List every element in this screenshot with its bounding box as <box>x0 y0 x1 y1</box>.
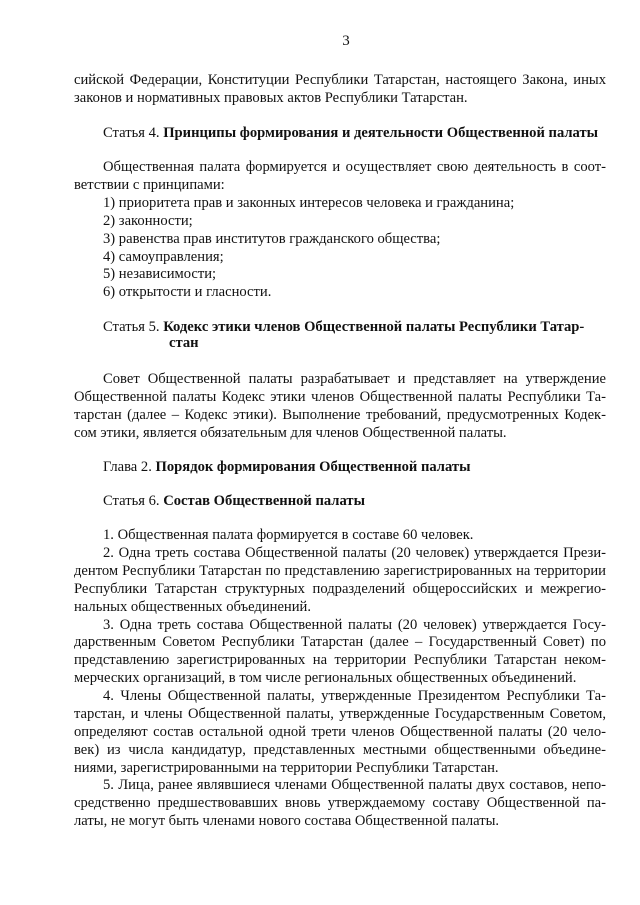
text-line: дентом Республики Татарстан по представлению зарегистрированных на территории <box>74 563 606 579</box>
text-line: латы, не могут быть членами нового состава Общественной палаты. <box>74 813 500 829</box>
article-6-heading: Статья 6. Состав Общественной палаты <box>103 493 365 509</box>
text-line: сийской Федерации, Конституции Республики Татарстан, настоящего Закона, иных <box>74 72 606 88</box>
list-item: 6) открытости и гласности. <box>103 284 272 300</box>
text-line: дарственным Советом Республики Татарстан (далее – Государственный Совет) по <box>74 634 606 650</box>
article-5-heading: Статья 5. Кодекс этики членов Общественной палаты Республики Татар- <box>103 319 585 335</box>
text-line: представлению зарегистрированных на территории Республики Татарстан неком- <box>74 652 606 668</box>
text-line: мерческих организаций, в том числе региональных общественных объединений. <box>74 670 577 686</box>
text-line: век) из числа кандидатур, представленных местными общественными объедине- <box>74 742 606 758</box>
list-item: 3) равенства прав институтов гражданского общества; <box>103 231 441 247</box>
text-line: 5. Лица, ранее являвшиеся членами Общественной палаты двух составов, непо- <box>103 777 606 793</box>
text-line: Общественной палаты Кодекс этики членов Общественной палаты Республики Та- <box>74 389 606 405</box>
text-line: Республики Татарстан структурных подразделений общероссийских и межрегио- <box>74 581 606 597</box>
text-line: сом этики, является обязательным для членов Общественной палаты. <box>74 425 507 441</box>
chapter-2-heading: Глава 2. Порядок формирования Общественной палаты <box>103 459 471 475</box>
text-line: ветствии с принципами: <box>74 177 225 193</box>
text-line: тарстан, и члены Общественной палаты, утвержденные Государственным Советом, <box>74 706 606 722</box>
list-item: 4) самоуправления; <box>103 249 224 265</box>
text-line: нальных общественных объединений. <box>74 599 312 615</box>
page-number: 3 <box>342 33 350 49</box>
text-line: Совет Общественной палаты разрабатывает и представляет на утверждение <box>103 371 606 387</box>
list-item: 2) законности; <box>103 213 193 229</box>
text-line: 3. Одна треть состава Общественной палаты (20 человек) утверждается Госу- <box>103 617 606 633</box>
text-line: определяют состав остальной одной трети членов Общественной палаты (20 чело- <box>74 724 606 740</box>
text-line: тарстан (далее – Кодекс этики). Выполнение требований, предусмотренных Кодек- <box>74 407 606 423</box>
text-line: законов и нормативных правовых актов Республики Татарстан. <box>74 90 468 106</box>
text-line: 1. Общественная палата формируется в составе 60 человек. <box>103 527 474 543</box>
text-line: 4. Члены Общественной палаты, утвержденные Президентом Республики Та- <box>103 688 606 704</box>
text-line: Общественная палата формируется и осуществляет свою деятельность в соот- <box>103 159 606 175</box>
article-4-heading: Статья 4. Принципы формирования и деятельности Общественной палаты <box>103 125 599 141</box>
text-line: 2. Одна треть состава Общественной палаты (20 человек) утверждается Прези- <box>103 545 606 561</box>
text-line: ниями, зарегистрированными на территории Республики Татарстан. <box>74 760 499 776</box>
text-line: средственно предшествовавших вновь утверждаемому составу Общественной па- <box>74 795 606 811</box>
list-item: 1) приоритета прав и законных интересов человека и гражданина; <box>103 195 515 211</box>
article-5-heading-cont: стан <box>169 335 199 351</box>
list-item: 5) независимости; <box>103 266 217 282</box>
